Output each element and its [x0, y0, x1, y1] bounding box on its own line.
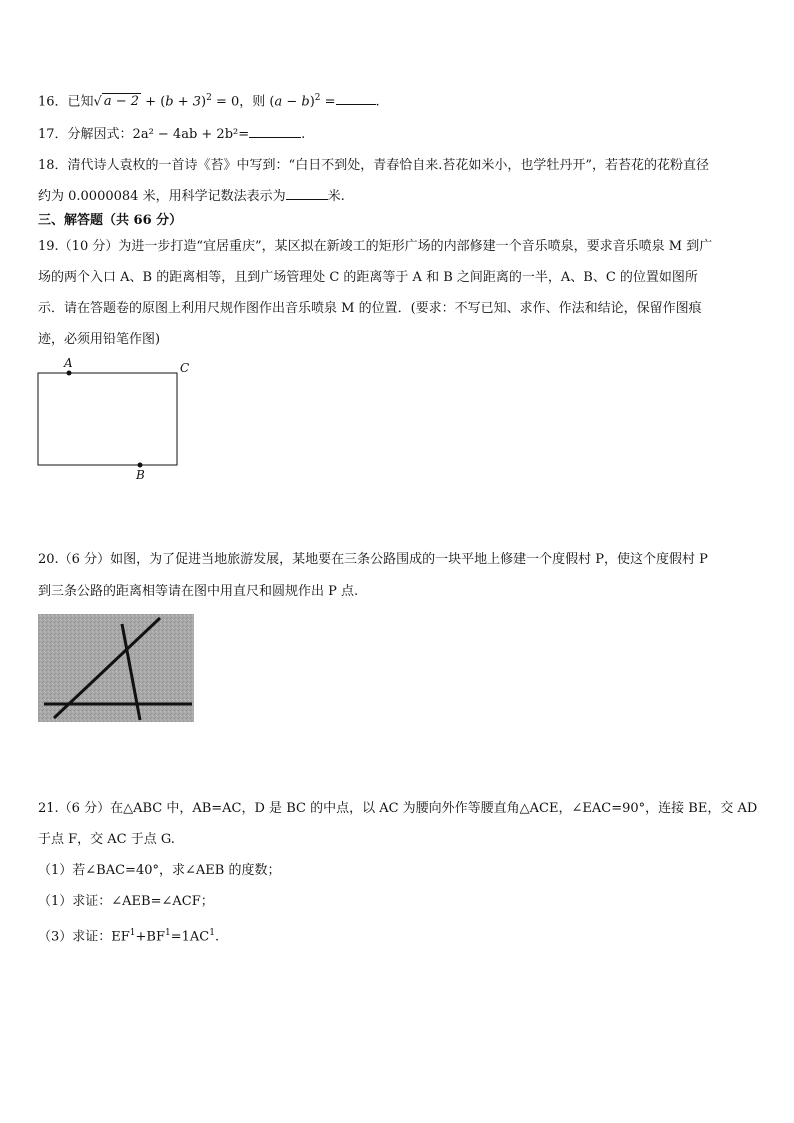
plaza-rectangle	[38, 373, 177, 465]
label-a: A	[64, 356, 73, 370]
question-21-part-1: （1）若∠BAC=40°，求∠AEB 的度数；	[38, 863, 281, 878]
roads-figure	[38, 614, 194, 722]
question-16	[38, 88, 380, 112]
question-19-line-4: 迹，必须用铅笔作图)	[38, 332, 161, 347]
point-b	[138, 463, 143, 468]
q21-sup-3: 1	[209, 928, 215, 938]
ground-background	[38, 614, 194, 722]
q16-eq: =	[320, 94, 336, 110]
section-title: 三、解答题（共 66 分）	[38, 213, 183, 228]
question-21-part-2: （1）求证：∠AEB=∠ACF；	[38, 894, 214, 909]
question-21-line-1: 21.（6 分）在△ABC 中，AB=AC，D 是 BC 的中点，以 AC 为腰向外作等腰直角△ACE，∠EAC=90°，连接 BE，交 AD	[38, 801, 758, 816]
q16-ab: a − b	[274, 94, 310, 110]
answer-blank[interactable]	[249, 123, 301, 138]
q18-line2b: 米.	[327, 189, 345, 204]
question-18-line-2	[38, 185, 345, 207]
question-19-line-2: 场的两个入口 A、B 的距离相等，且到广场管理处 C 的距离等于 A 和 B 之间距离的一半，A、B、C 的位置如图所	[38, 270, 698, 285]
q16-close: )	[201, 94, 207, 110]
q16-eq0: = 0，则 (	[211, 94, 275, 110]
q21-sup-2: 1	[164, 928, 171, 938]
question-19-line-3: 示．请在答题卷的原图上利用尺规作图作出音乐喷泉 M 的位置．(要求：不写已知、求作、作法和结论，保留作图痕	[38, 301, 702, 316]
q17-end: .	[301, 127, 306, 142]
label-b: B	[136, 468, 145, 482]
point-a	[67, 371, 72, 376]
q16-b3: b + 3	[165, 94, 202, 110]
rectangle-figure	[30, 356, 200, 486]
q16-end: .	[375, 94, 380, 110]
question-20-line-2: 到三条公路的距离相等请在图中用直尺和圆规作出 P 点.	[38, 584, 359, 599]
q21-p3-end: .	[214, 929, 220, 945]
q21-p3-pre: （3）求证：EF	[38, 929, 130, 945]
sqrt-symbol: √	[93, 94, 102, 110]
question-19-line-1: 19.（10 分）为进一步打造“宜居重庆”，某区拟在新竣工的矩形广场的内部修建一个音乐喷泉，要求音乐喷泉 M 到广	[38, 239, 713, 254]
answer-blank[interactable]	[336, 90, 376, 105]
question-21-line-2: 于点 F，交 AC 于点 G.	[38, 832, 175, 847]
answer-blank[interactable]	[286, 185, 328, 200]
q21-p3-mid2: =1AC	[170, 929, 210, 945]
q21-sup-1: 1	[129, 928, 136, 938]
q17-text: 17．分解因式：2a² − 4ab + 2b²=	[38, 127, 250, 142]
q21-p3-mid1: +BF	[135, 929, 165, 945]
q16-exp1: 2	[206, 93, 212, 103]
q16-prefix: 16．已知	[38, 94, 94, 110]
q16-sqrt-content: a − 2	[103, 94, 140, 110]
label-c: C	[180, 361, 190, 375]
q16-close2: )	[309, 94, 315, 110]
question-21-part-3	[38, 923, 219, 947]
q18-line2a: 约为 0.0000084 米，用科学记数法表示为	[38, 189, 286, 204]
q16-plus: + (	[141, 94, 166, 110]
question-18-line-1: 18．清代诗人袁枚的一首诗《苔》中写到：“白日不到处，青春恰自来.苔花如米小，也学牡丹开”，若苔花的花粉直径	[38, 158, 709, 173]
question-20-line-1: 20.（6 分）如图，为了促进当地旅游发展，某地要在三条公路围成的一块平地上修建一个度假村 P，使这个度假村 P	[38, 552, 708, 567]
question-17	[38, 123, 305, 145]
q16-exp2: 2	[314, 93, 321, 103]
